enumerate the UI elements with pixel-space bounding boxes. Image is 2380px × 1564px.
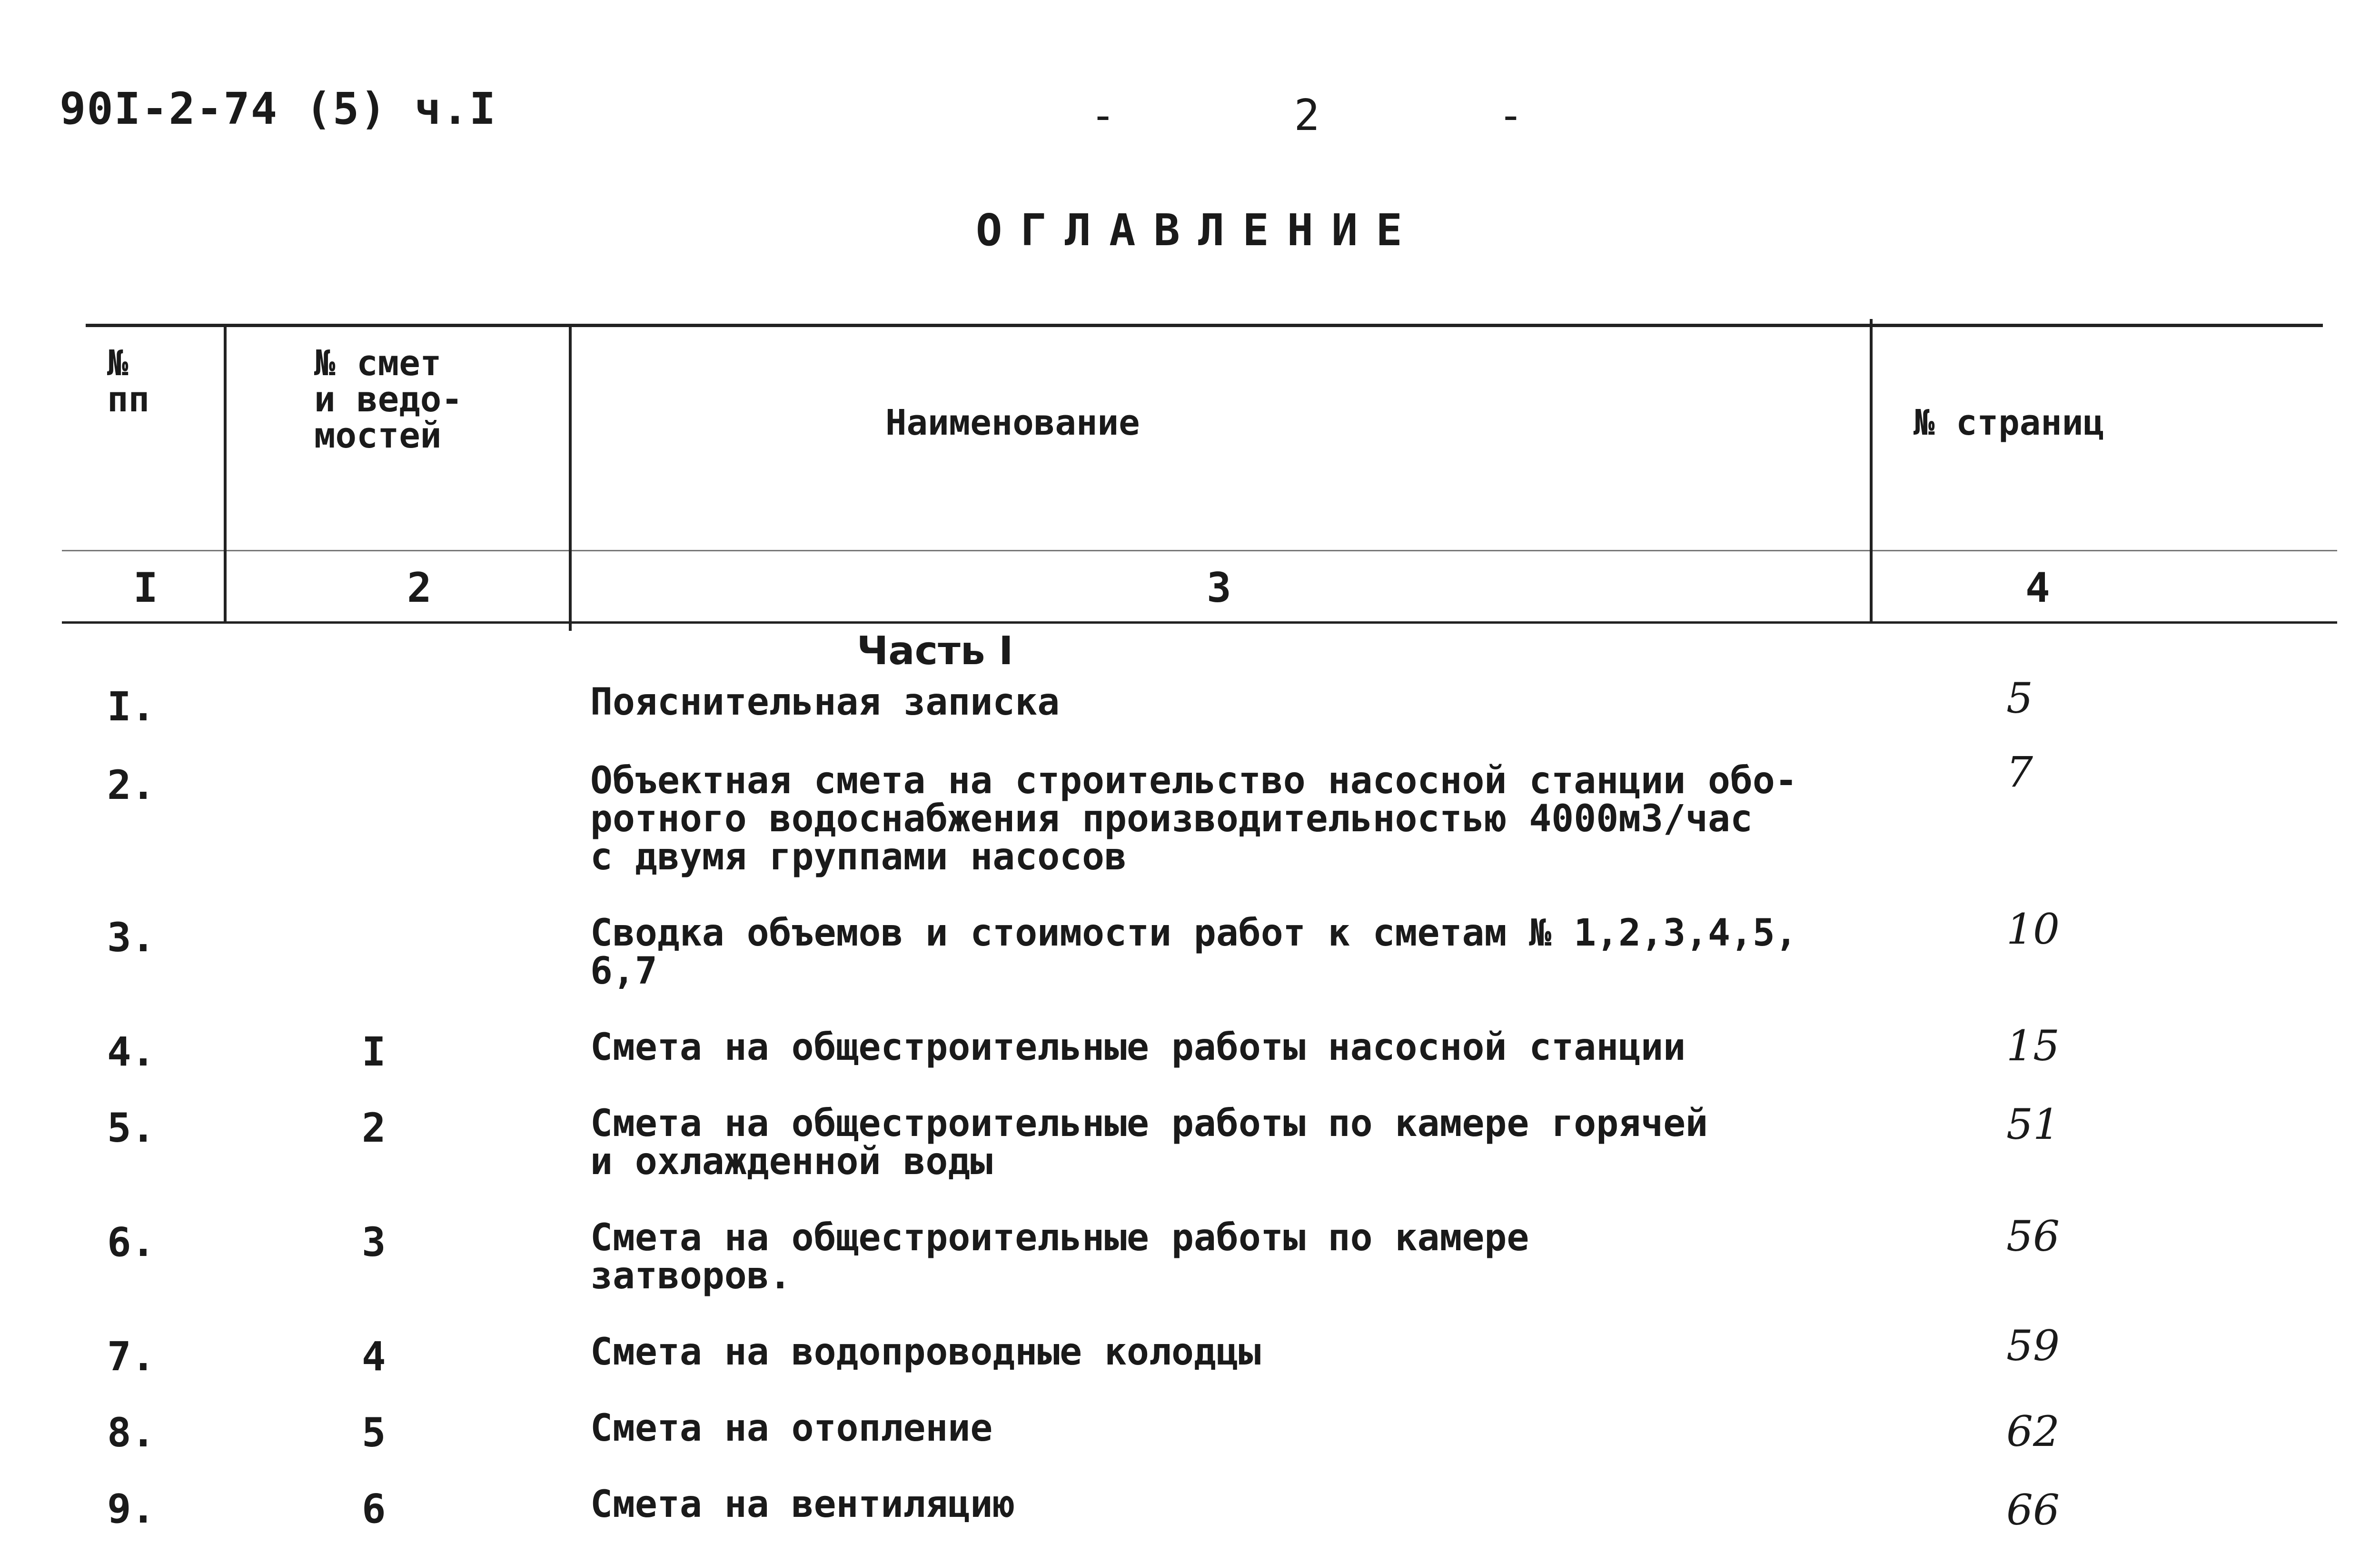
row-number: 5. (107, 1105, 156, 1151)
row-page: 15 (2006, 1021, 2060, 1070)
row-name: Смета на водопроводные колодцы (590, 1331, 1261, 1374)
part-label: Часть I (857, 628, 1013, 674)
table-mid-rule (62, 550, 2337, 551)
column-number-2: 2 (407, 564, 432, 612)
column-header-index: № пп (107, 343, 150, 420)
row-estimate-number: 3 (362, 1219, 386, 1265)
row-number: 4. (107, 1028, 156, 1075)
column-number-3: 3 (1207, 564, 1231, 612)
row-number: 6. (107, 1219, 156, 1265)
page-number: - 2 - (1090, 90, 1600, 140)
row-page: 51 (2006, 1100, 2060, 1149)
table-top-rule (86, 324, 2323, 327)
row-page: 62 (2006, 1407, 2060, 1456)
row-page: 5 (2006, 674, 2033, 723)
row-estimate-number: 2 (362, 1105, 386, 1151)
row-page: 56 (2006, 1212, 2060, 1261)
row-estimate-number: I (362, 1028, 386, 1075)
row-name: Сводка объемов и стоимости работ к сметам № 1,2,3,4,5, 6,7 (590, 912, 1797, 993)
row-page: 66 (2006, 1485, 2060, 1534)
column-divider-1 (224, 326, 227, 624)
row-name: Смета на общестроительные работы насосной станции (590, 1026, 1686, 1069)
document-code: 90I-2-74 (5) ч.I (60, 83, 497, 134)
column-divider-2 (569, 326, 572, 631)
page-title: ОГЛАВЛЕНИЕ (976, 205, 1420, 256)
column-number-4: 4 (2025, 564, 2050, 612)
row-estimate-number: 6 (362, 1485, 386, 1532)
row-number: 3. (107, 914, 156, 961)
row-name: Смета на отопление (590, 1407, 993, 1450)
table-bottom-rule (62, 621, 2337, 624)
column-header-name: Наименование (885, 402, 1140, 443)
row-page: 59 (2006, 1321, 2060, 1370)
row-name: Смета на общестроительные работы по камере горячей и охлажденной воды (590, 1102, 1708, 1183)
row-name: Смета на общестроительные работы по камере затворов. (590, 1216, 1529, 1297)
row-name: Смета на вентиляцию (590, 1483, 1015, 1526)
row-number: I. (107, 683, 156, 730)
row-number: 9. (107, 1485, 156, 1532)
row-estimate-number: 5 (362, 1409, 386, 1456)
row-name: Пояснительная записка (590, 681, 1060, 724)
row-number: 7. (107, 1333, 156, 1380)
row-name: Объектная смета на строительство насосной станции обо- ротного водоснабжения производительностью 4000м3/час с двумя группами насосов (590, 759, 1797, 878)
row-page: 7 (2006, 747, 2033, 797)
column-divider-3 (1870, 319, 1873, 624)
row-number: 8. (107, 1409, 156, 1456)
row-number: 2. (107, 762, 156, 808)
column-number-1: I (133, 564, 158, 612)
column-header-estimate: № смет и ведо- мостей (314, 343, 463, 456)
column-header-pages: № страниц (1914, 402, 2104, 443)
row-estimate-number: 4 (362, 1333, 386, 1380)
row-page: 10 (2006, 905, 2060, 954)
